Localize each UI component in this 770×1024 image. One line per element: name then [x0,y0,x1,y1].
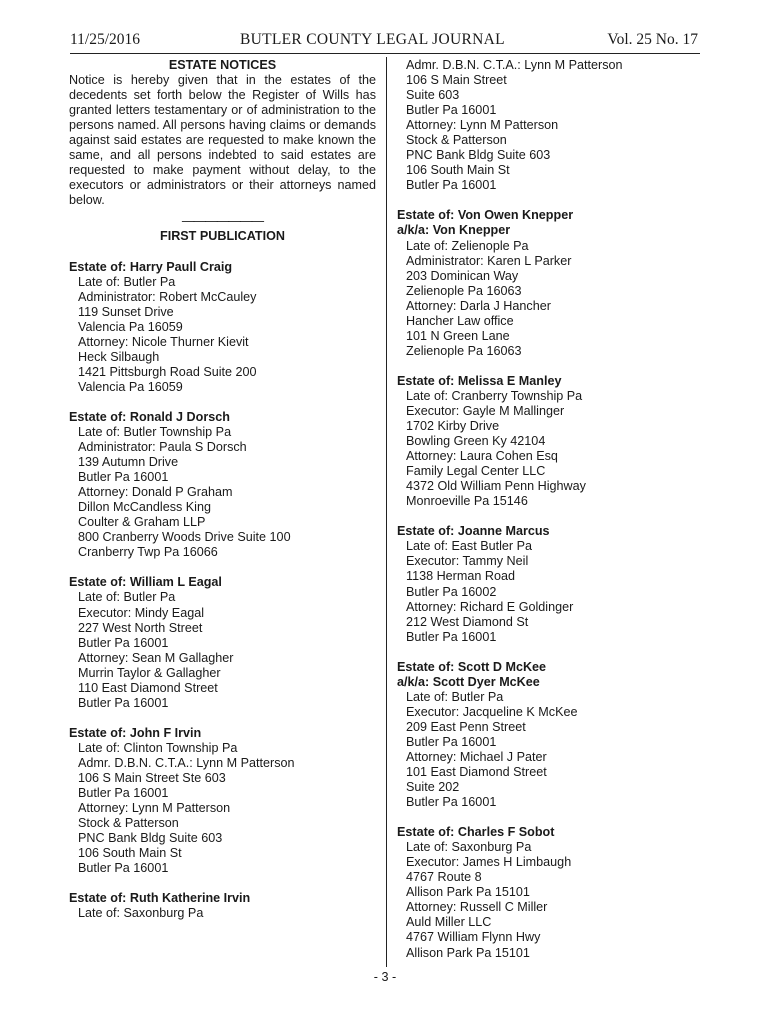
estate-entry [397,524,703,644]
estate-detail-line: Executor: Jacqueline K McKee [406,704,578,719]
estate-detail-line: Attorney: Russell C Miller [406,900,548,915]
estate-detail-line: Allison Park Pa 15101 [406,885,530,900]
column-divider [386,57,387,967]
estate-aka: a/k/a: Scott Dyer McKee [397,674,540,689]
estate-name: Estate of: Harry Paull Craig [69,259,233,274]
estate-detail-line: Dillon McCandless King [78,500,211,515]
estate-detail-line: Attorney: Lynn M Patterson [406,118,559,133]
estate-entry [397,660,703,810]
estate-detail-line: Auld Miller LLC [406,915,492,930]
estate-detail-line: Executor: Gayle M Mallinger [406,403,565,418]
estate-detail-line: PNC Bank Bldg Suite 603 [78,831,223,846]
issue-date: 11/25/2016 [70,31,141,48]
estate-detail-line: Cranberry Twp Pa 16066 [78,545,218,560]
separator-rule: ——————— [181,214,264,229]
estate-entry [69,891,376,921]
estate-entry [397,825,703,960]
estate-detail-line: 110 East Diamond Street [78,680,218,695]
estate-detail-line: Suite 603 [406,88,460,103]
estate-detail-line: 101 N Green Lane [406,328,510,343]
estate-detail-line: 227 West North Street [78,620,203,635]
estate-detail-line: Valencia Pa 16059 [78,379,183,394]
estate-name: Estate of: Joanne Marcus [397,524,550,539]
estate-aka: a/k/a: Von Knepper [397,223,511,238]
estate-detail-line: 106 South Main St [78,846,182,861]
estate-detail-line: 1138 Herman Road [406,569,515,584]
estate-detail-line: Butler Pa 16001 [78,635,169,650]
estate-detail-line: 101 East Diamond Street [406,765,547,780]
publication-heading: FIRST PUBLICATION [160,229,285,244]
estate-name: Estate of: William L Eagal [69,575,222,590]
estate-name: Estate of: Scott D McKee [397,659,547,674]
journal-title: BUTLER COUNTY LEGAL JOURNAL [240,31,505,48]
estate-detail-line: Late of: Butler Township Pa [78,424,232,439]
estate-detail-line: Hancher Law office [406,313,514,328]
estate-detail-line: Butler Pa 16001 [406,103,497,118]
volume-number: Vol. 25 No. 17 [607,31,698,48]
estate-detail-line: Butler Pa 16002 [406,584,497,599]
estate-detail-line: Late of: Butler Pa [78,590,176,605]
estate-detail-line: 212 West Diamond St [406,614,529,629]
estate-detail-line: Attorney: Nicole Thurner Kievit [78,334,249,349]
estate-name: Estate of: Ruth Katherine Irvin [69,891,251,906]
left-estate-list [69,260,376,922]
estate-detail-line: Coulter & Graham LLP [78,515,206,530]
estate-detail-line: Suite 202 [406,780,460,795]
right-estate-list [397,208,703,960]
estate-detail-line: Bowling Green Ky 42104 [406,434,546,449]
estate-entry [397,374,703,509]
estate-detail-line: Butler Pa 16001 [406,629,497,644]
estate-detail-line: 4372 Old William Penn Highway [406,479,586,494]
estate-detail-line: Late of: Saxonburg Pa [406,840,532,855]
estate-detail-line: Zelienople Pa 16063 [406,283,522,298]
estate-detail-line: Attorney: Michael J Pater [406,749,547,764]
estate-detail-line: Late of: Zelienople Pa [406,238,529,253]
estate-name: Estate of: John F Irvin [69,725,202,740]
estate-detail-line: Late of: Clinton Township Pa [78,740,238,755]
estate-detail-line: Administrator: Paula S Dorsch [78,440,247,455]
estate-detail-line: 4767 William Flynn Hwy [406,930,541,945]
estate-entry [69,260,376,395]
estate-name: Estate of: Melissa E Manley [397,373,562,388]
estate-detail-line: Allison Park Pa 15101 [406,945,530,960]
estate-detail-line: Attorney: Sean M Gallagher [78,650,234,665]
estate-name: Estate of: Von Owen Knepper [397,208,574,223]
estate-detail-line: Murrin Taylor & Gallagher [78,665,221,680]
estate-detail-line: Butler Pa 16001 [78,470,169,485]
estate-detail-line: 139 Autumn Drive [78,455,179,470]
estate-detail-line: Attorney: Richard E Goldinger [406,599,574,614]
intro-paragraph: Notice is hereby given that in the estates of the decedents set forth below the Register of Wills has granted letters testamentary or of administration to the persons named. All persons having claims or demands against said estates are requested to make known the same, and all persons indebted to said estates are requested to make payment without delay, to the executors or administrators or their attorneys named below. [69,73,376,208]
estate-detail-line: Late of: Cranberry Township Pa [406,388,583,403]
estate-detail-line: Executor: Tammy Neil [406,554,529,569]
estate-detail-line: Executor: Mindy Eagal [78,605,204,620]
estate-detail-line: Attorney: Laura Cohen Esq [406,449,558,464]
estate-detail-line: 106 South Main St [406,163,510,178]
estate-detail-line: 106 S Main Street [406,73,507,88]
right-column [397,58,703,976]
estate-detail-line: PNC Bank Bldg Suite 603 [406,148,551,163]
estate-detail-line: 1702 Kirby Drive [406,419,500,434]
estate-entry [69,575,376,710]
page-number: - 3 - [373,970,397,984]
estate-detail-line: Stock & Patterson [406,133,507,148]
estate-detail-line: Late of: Butler Pa [78,274,176,289]
estate-entry [69,410,376,560]
section-title: ESTATE NOTICES [168,58,277,72]
estate-detail-line: Attorney: Lynn M Patterson [78,801,231,816]
estate-detail-line: Stock & Patterson [78,816,179,831]
page-header [70,31,700,54]
estate-name: Estate of: Charles F Sobot [397,825,555,840]
estate-entry [69,726,376,876]
estate-detail-line: Butler Pa 16001 [406,795,497,810]
continued-estate-entry [397,58,703,193]
estate-detail-line: 4767 Route 8 [406,870,482,885]
estate-detail-line: Butler Pa 16001 [78,695,169,710]
estate-detail-line: Family Legal Center LLC [406,464,546,479]
estate-detail-line: Attorney: Donald P Graham [78,485,233,500]
estate-detail-line: Attorney: Darla J Hancher [406,298,551,313]
estate-detail-line: Late of: Butler Pa [406,689,504,704]
estate-detail-line: Heck Silbaugh [78,349,160,364]
estate-detail-line: 119 Sunset Drive [78,304,174,319]
estate-detail-line: 106 S Main Street Ste 603 [78,770,226,785]
estate-detail-line: Admr. D.B.N. C.T.A.: Lynn M Patterson [78,755,295,770]
estate-entry [397,208,703,358]
estate-detail-line: Admr. D.B.N. C.T.A.: Lynn M Patterson [406,58,623,72]
estate-detail-line: Administrator: Karen L Parker [406,253,572,268]
estate-detail-line: 800 Cranberry Woods Drive Suite 100 [78,530,291,545]
estate-detail-line: 209 East Penn Street [406,719,526,734]
estate-name: Estate of: Ronald J Dorsch [69,409,230,424]
estate-detail-line: Valencia Pa 16059 [78,319,183,334]
estate-detail-line: Executor: James H Limbaugh [406,855,572,870]
estate-detail-line: Zelienople Pa 16063 [406,343,522,358]
estate-detail-line: Butler Pa 16001 [406,734,497,749]
estate-detail-line: Butler Pa 16001 [78,861,169,876]
estate-detail-line: Late of: Saxonburg Pa [78,906,204,921]
estate-detail-line: 1421 Pittsburgh Road Suite 200 [78,364,257,379]
left-column [69,58,376,936]
estate-detail-line: Butler Pa 16001 [78,786,169,801]
estate-detail-line: Monroeville Pa 15146 [406,494,528,509]
estate-detail-line: Administrator: Robert McCauley [78,289,257,304]
estate-detail-line: 203 Dominican Way [406,268,519,283]
estate-detail-line: Butler Pa 16001 [406,178,497,193]
estate-detail-line: Late of: East Butler Pa [406,539,533,554]
